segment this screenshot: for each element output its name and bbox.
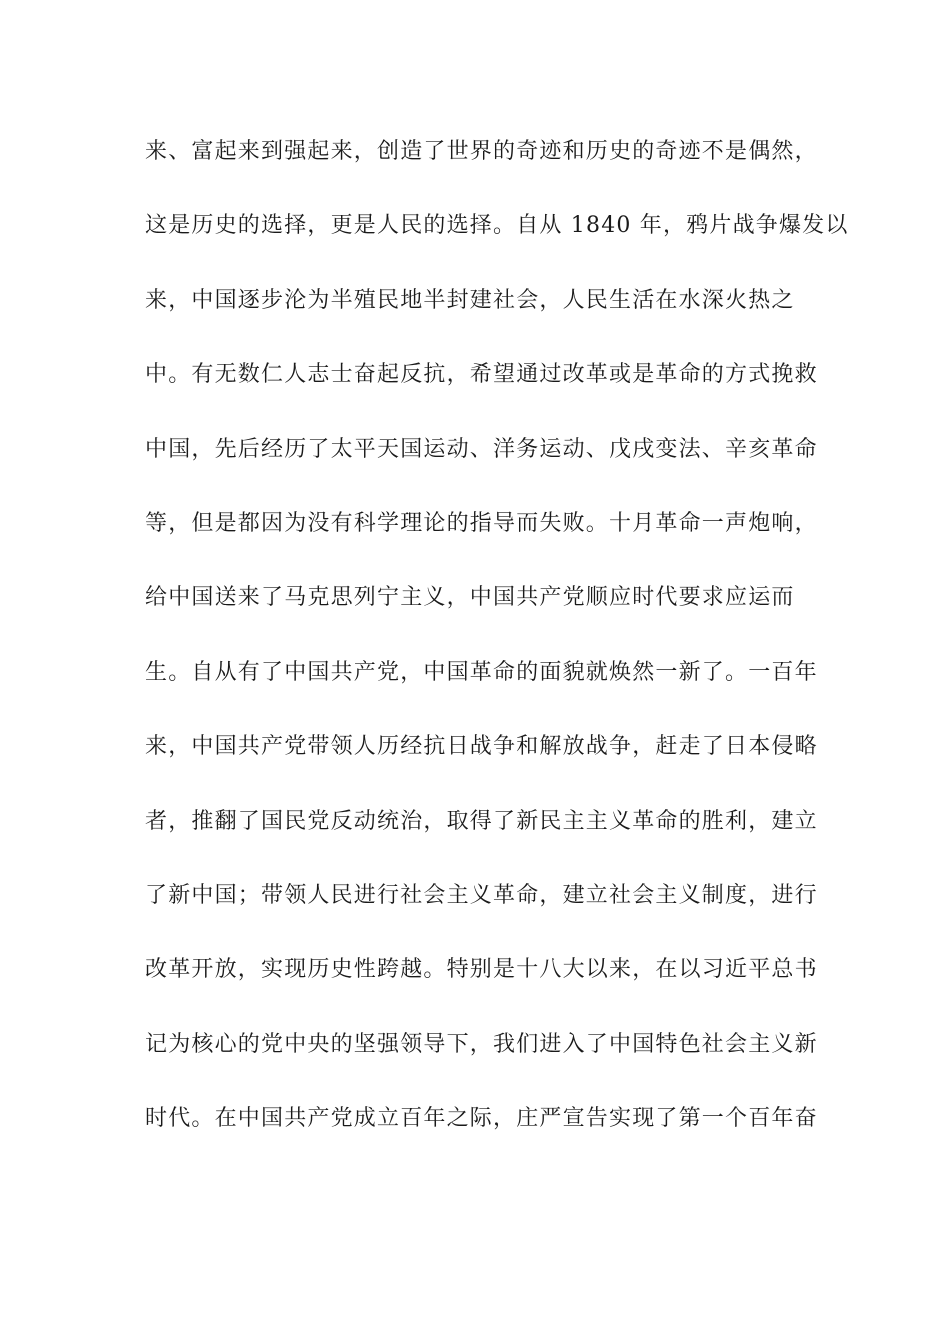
text-line: 了新中国；带领人民进行社会主义革命，建立社会主义制度，进行 bbox=[145, 882, 818, 908]
text-line: 时代。在中国共产党成立百年之际，庄严宣告实现了第一个百年奋 bbox=[145, 1106, 818, 1132]
text-line: 中。有无数仁人志士奋起反抗，希望通过改革或是革命的方式挽救 bbox=[145, 362, 818, 388]
text-line: 来，中国共产党带领人历经抗日战争和解放战争，赶走了日本侵略 bbox=[145, 734, 818, 760]
text-line: 给中国送来了马克思列宁主义，中国共产党顺应时代要求应运而 bbox=[145, 585, 795, 611]
text-line: 来、富起来到强起来，创造了世界的奇迹和历史的奇迹不是偶然， bbox=[145, 139, 818, 164]
text-line: 者，推翻了国民党反动统治，取得了新民主主义革命的胜利，建立 bbox=[145, 808, 818, 834]
text-line: 生。自从有了中国共产党，中国革命的面貌就焕然一新了。一百年 bbox=[145, 659, 818, 685]
text-line: 改革开放，实现历史性跨越。特别是十八大以来，在以习近平总书 bbox=[145, 957, 818, 983]
text-line: 来，中国逐步沦为半殖民地半封建社会，人民生活在水深火热之 bbox=[145, 287, 795, 313]
text-line: 等，但是都因为没有科学理论的指导而失败。十月革命一声炮响， bbox=[145, 510, 818, 536]
text-line: 记为核心的党中央的坚强领导下，我们进入了中国特色社会主义新 bbox=[145, 1031, 818, 1057]
body-text bbox=[145, 130, 849, 1171]
text-line: 这是历史的选择，更是人民的选择。自从 1840 年，鸦片战争爆发以 bbox=[145, 213, 849, 239]
text-line: 中国，先后经历了太平天国运动、洋务运动、戊戌变法、辛亥革命 bbox=[145, 436, 818, 462]
